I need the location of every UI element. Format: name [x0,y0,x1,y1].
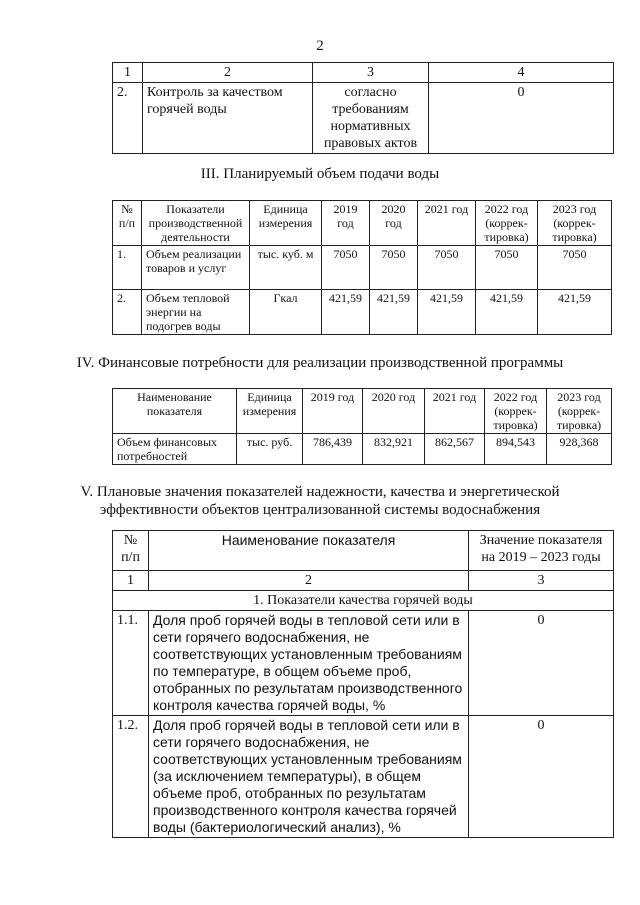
row-number: 1.1. [113,611,149,716]
row-name: Объем тепловой энергии на подогрев воды [142,290,250,335]
column-number: 3 [469,571,614,591]
header-cell: 2021 год [425,389,485,434]
row-name: Контроль за качеством горячей воды [143,83,313,154]
row-value: 7050 [538,246,612,290]
row-value: 0 [469,611,614,716]
column-number: 4 [429,63,614,83]
table-row [113,434,612,465]
table-row [113,290,612,335]
table-header-row [113,531,614,571]
column-number: 1 [113,571,149,591]
row-value: 928,368 [547,434,612,465]
water-supply-volume-table [112,200,612,335]
row-unit: тыс. руб. [237,434,303,465]
row-number: 1.2. [113,716,149,838]
row-value: 421,59 [476,290,538,335]
header-cell: 2020 год [363,389,425,434]
header-cell: 2021 год [418,201,476,246]
column-number: 1 [113,63,143,83]
table-row [113,246,612,290]
section-5-title-line-2: эффективности объектов централизованной системы водоснабжения [99,502,541,518]
header-cell: 2022 год (коррек-тировка) [476,201,538,246]
row-value: 832,921 [363,434,425,465]
row-value: 421,59 [538,290,612,335]
row-name: Объем финансовых потребностей [113,434,237,465]
group-title: 1. Показатели качества горячей воды [113,591,614,611]
page-number: 2 [316,38,324,54]
row-value: 0 [429,83,614,154]
header-cell: 2020 год [370,201,418,246]
header-cell: Наименование показателя [113,389,237,434]
header-cell: Показатели производственной деятельности [142,201,250,246]
header-cell: Единица измерения [250,201,322,246]
table-row [113,716,614,838]
column-number-row [113,571,614,591]
row-number: 1. [113,246,142,290]
column-number: 3 [313,63,429,83]
column-number: 2 [149,571,469,591]
row-value: 7050 [370,246,418,290]
header-cell: 2019 год [303,389,363,434]
row-name: Объем реализации товаров и услуг [142,246,250,290]
row-unit: тыс. куб. м [250,246,322,290]
row-value: 7050 [322,246,370,290]
row-name: Доля проб горячей воды в тепловой сети или в сети горячего водоснабжения, не соответствующих установленным требованиям по температуре, в общем объеме проб, отобранных по результатам производственного контроля качества горячей воды, % [149,611,469,716]
reliability-indicators-table [112,530,614,838]
header-cell: 2023 год (коррек-тировка) [538,201,612,246]
section-3-title: III. Планируемый объем подачи воды [200,166,440,182]
header-cell: Наименование показателя [149,531,469,571]
table-row [113,83,614,154]
row-value: 421,59 [418,290,476,335]
row-unit: Гкал [250,290,322,335]
section-4-title: IV. Финансовые потребности для реализации производственной программы [76,355,564,371]
row-value: 421,59 [322,290,370,335]
header-cell: Значение показателя на 2019 – 2023 годы [469,531,614,571]
row-name: Доля проб горячей воды в тепловой сети или в сети горячего водоснабжения, не соответствующих установленным требованиям (за исключением температуры), в общем объеме проб, отобранных по результатам производственного контроля качества горячей воды (бактериологический анализ), % [149,716,469,838]
quality-control-table [112,62,614,154]
table-header-row [113,201,612,246]
row-value: 786,439 [303,434,363,465]
financial-needs-table [112,388,612,465]
row-value: 0 [469,716,614,838]
column-number: 2 [143,63,313,83]
row-value: 7050 [476,246,538,290]
table-row [113,611,614,716]
header-cell: № п/п [113,201,142,246]
row-basis: согласно требованиям нормативных правовых актов [313,83,429,154]
group-row [113,591,614,611]
table-header-row [113,389,612,434]
header-cell: 2022 год (коррек-тировка) [485,389,547,434]
header-cell: 2023 год (коррек-тировка) [547,389,612,434]
row-number: 2. [113,290,142,335]
row-value: 7050 [418,246,476,290]
header-cell: Единица измерения [237,389,303,434]
header-cell: 2019 год [322,201,370,246]
header-cell: № п/п [113,531,149,571]
row-value: 862,567 [425,434,485,465]
row-value: 421,59 [370,290,418,335]
section-5-title-line-1: V. Плановые значения показателей надежности, качества и энергетической [80,484,560,500]
table-header-row [113,63,614,83]
row-value: 894,543 [485,434,547,465]
row-number: 2. [113,83,143,154]
